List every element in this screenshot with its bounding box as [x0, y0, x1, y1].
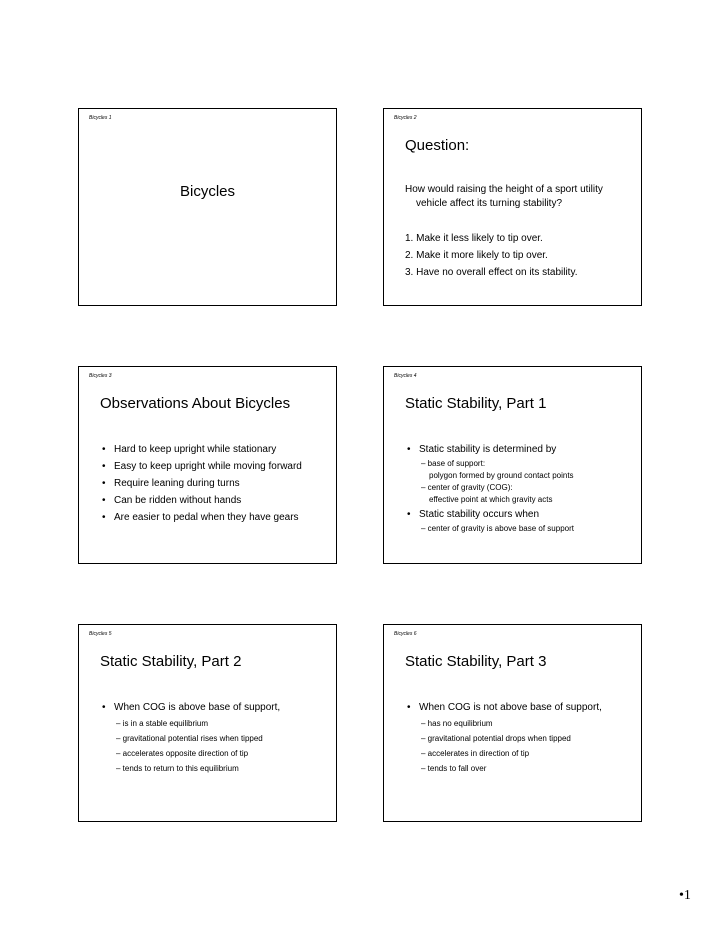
sub-detail: effective point at which gravity acts — [429, 495, 553, 504]
bullet-item: • Hard to keep upright while stationary — [100, 441, 302, 458]
slide-title: Bicycles — [179, 183, 235, 200]
slide-title: Question: — [405, 137, 470, 154]
sub-item: – accelerates opposite direction of tip — [116, 749, 249, 758]
slide-tag: Bicycles 2 — [394, 115, 417, 121]
bullet-item: • Are easier to pedal when they have gears — [100, 509, 302, 526]
sub-item: – center of gravity (COG): — [421, 483, 513, 492]
bullet-list — [100, 699, 280, 776]
sub-item: – tends to return to this equilibrium — [116, 764, 239, 773]
bullet-list — [405, 441, 574, 535]
sub-item: – has no equilibrium — [421, 719, 493, 728]
answer-option: 3. Have no overall effect on its stability. — [405, 267, 578, 278]
bullet-item: • When COG is not above base of support, — [405, 699, 602, 716]
bullet-item: • Easy to keep upright while moving forward — [100, 458, 302, 475]
answer-option: 1. Make it less likely to tip over. — [405, 233, 543, 244]
slide-tag: Bicycles 3 — [89, 373, 112, 379]
slide-tag: Bicycles 5 — [89, 631, 112, 637]
slide-title: Static Stability, Part 1 — [405, 395, 547, 412]
question-line: How would raising the height of a sport utility — [405, 184, 603, 195]
sub-item: – gravitational potential drops when tipped — [421, 734, 571, 743]
slide-title: Static Stability, Part 2 — [100, 653, 242, 670]
slide-6 — [383, 624, 642, 822]
page-number: •1 — [679, 888, 691, 903]
slide-title: Observations About Bicycles — [100, 395, 291, 412]
bullet-item: • Can be ridden without hands — [100, 492, 302, 509]
slide-1 — [78, 108, 337, 306]
slide-3 — [78, 366, 337, 564]
slide-tag: Bicycles 1 — [89, 115, 112, 121]
answer-options — [405, 230, 578, 281]
sub-item: – center of gravity is above base of support — [421, 524, 574, 533]
bullet-list — [405, 699, 602, 776]
slide-title: Static Stability, Part 3 — [405, 653, 547, 670]
sub-item: – base of support: — [421, 459, 486, 468]
slide-5 — [78, 624, 337, 822]
sub-item: – tends to fall over — [421, 764, 487, 773]
answer-option: 2. Make it more likely to tip over. — [405, 250, 548, 261]
sub-detail: polygon formed by ground contact points — [429, 471, 574, 480]
sub-item: – accelerates in direction of tip — [421, 749, 530, 758]
sub-item: – gravitational potential rises when tipped — [116, 734, 263, 743]
sub-item: – is in a stable equilibrium — [116, 719, 209, 728]
bullet-item: • Static stability occurs when — [405, 506, 574, 523]
bullet-item: • When COG is above base of support, — [100, 699, 280, 716]
bullet-list — [100, 441, 302, 526]
slide-4 — [383, 366, 642, 564]
bullet-item: • Require leaning during turns — [100, 475, 302, 492]
question-text — [405, 183, 645, 211]
slide-2 — [383, 108, 642, 306]
slide-tag: Bicycles 4 — [394, 373, 417, 379]
question-line: vehicle affect its turning stability? — [416, 198, 563, 209]
bullet-item: • Static stability is determined by — [405, 441, 574, 458]
slide-tag: Bicycles 6 — [394, 631, 417, 637]
